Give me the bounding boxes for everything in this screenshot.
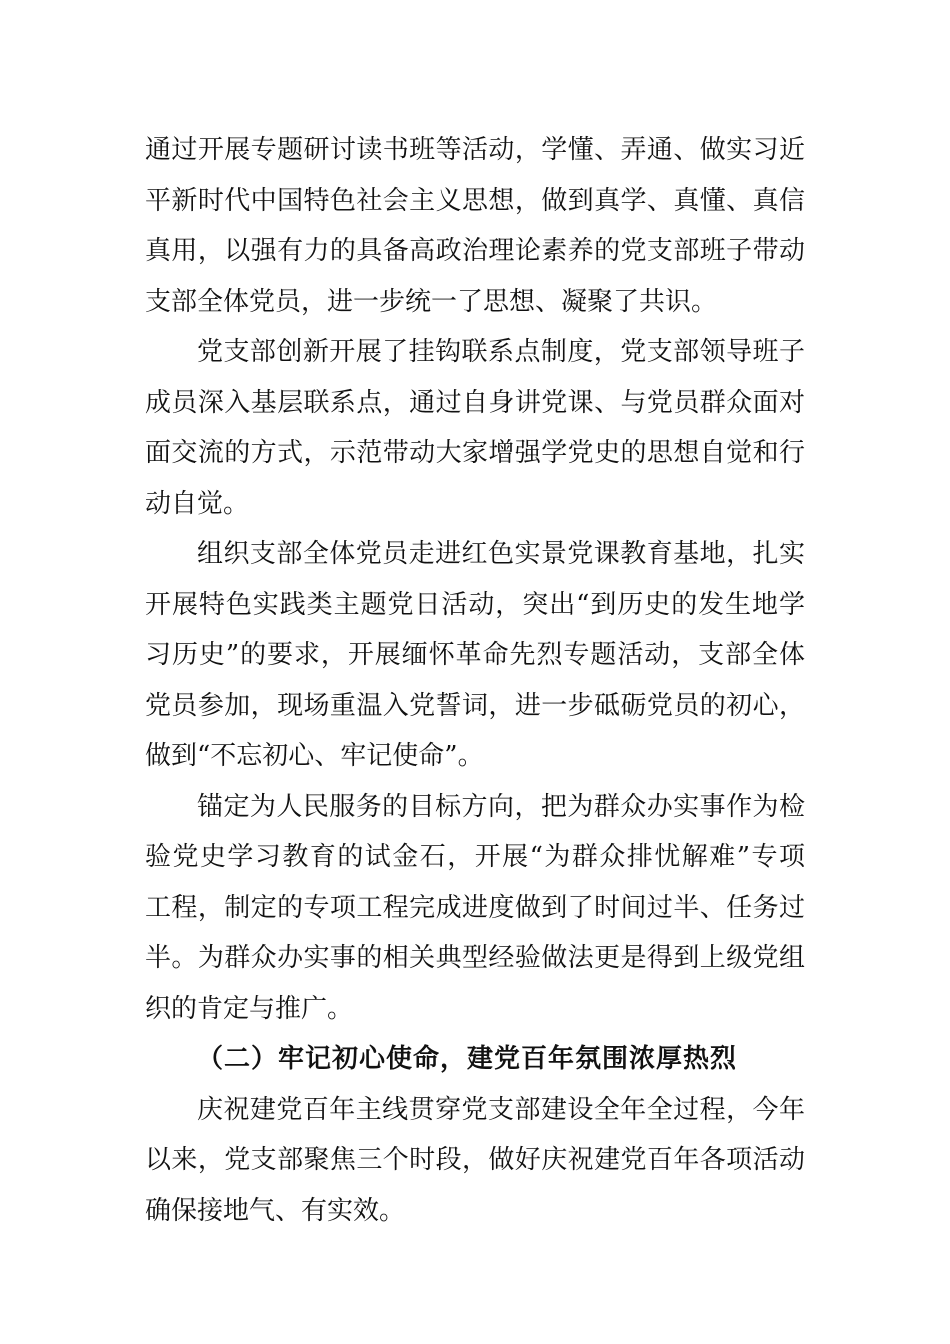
- text-line: 做到“不忘初心、牢记使命”。: [145, 741, 484, 771]
- paragraph: [145, 529, 805, 782]
- text-line: 织的肯定与推广。: [145, 993, 354, 1024]
- section-heading: （二）牢记初心使命，建党百年氛围浓厚热烈: [197, 1044, 738, 1074]
- text-line: 开展特色实践类主题党日活动，突出“到历史的发生地学: [145, 589, 805, 620]
- text-line: 面交流的方式，示范带动大家增强学党史的思想自觉和行: [145, 438, 805, 468]
- text-line: 习历史”的要求，开展缅怀革命先烈专题活动，支部全体: [145, 640, 805, 670]
- paragraph: [145, 125, 805, 327]
- text-line: 成员深入基层联系点，通过自身讲党课、与党员群众面对: [145, 387, 805, 418]
- document-body: [145, 125, 805, 1236]
- text-line: 半。为群众办实事的相关典型经验做法更是得到上级党组: [145, 943, 805, 973]
- text-line: 党员参加，现场重温入党誓词，进一步砥砺党员的初心，: [145, 690, 805, 721]
- text-line: 真用，以强有力的具备高政治理论素养的党支部班子带动: [145, 236, 805, 266]
- text-line: 庆祝建党百年主线贯穿党支部建设全年全过程，今年: [197, 1094, 805, 1125]
- text-line: 动自觉。: [145, 488, 250, 519]
- text-line: 支部全体党员，进一步统一了思想、凝聚了共识。: [145, 286, 718, 317]
- text-line: 党支部创新开展了挂钩联系点制度，党支部领导班子: [197, 337, 805, 367]
- text-line: 验党史学习教育的试金石，开展“为群众排忧解难”专项: [145, 842, 805, 872]
- text-line: 以来，党支部聚焦三个时段，做好庆祝建党百年各项活动: [145, 1145, 805, 1175]
- text-line: 平新时代中国特色社会主义思想，做到真学、真懂、真信: [145, 185, 805, 216]
- paragraph: [145, 327, 805, 529]
- text-line: 工程，制定的专项工程完成进度做到了时间过半、任务过: [145, 892, 805, 923]
- text-line: 通过开展专题研讨读书班等活动，学懂、弄通、做实习近: [145, 135, 805, 165]
- paragraph: [145, 782, 805, 1035]
- text-line: 组织支部全体党员走进红色实景党课教育基地，扎实: [197, 539, 805, 569]
- text-line: 锚定为人民服务的目标方向，把为群众办实事作为检: [197, 791, 805, 822]
- text-line: 确保接地气、有实效。: [145, 1195, 406, 1226]
- paragraph: [145, 1085, 805, 1237]
